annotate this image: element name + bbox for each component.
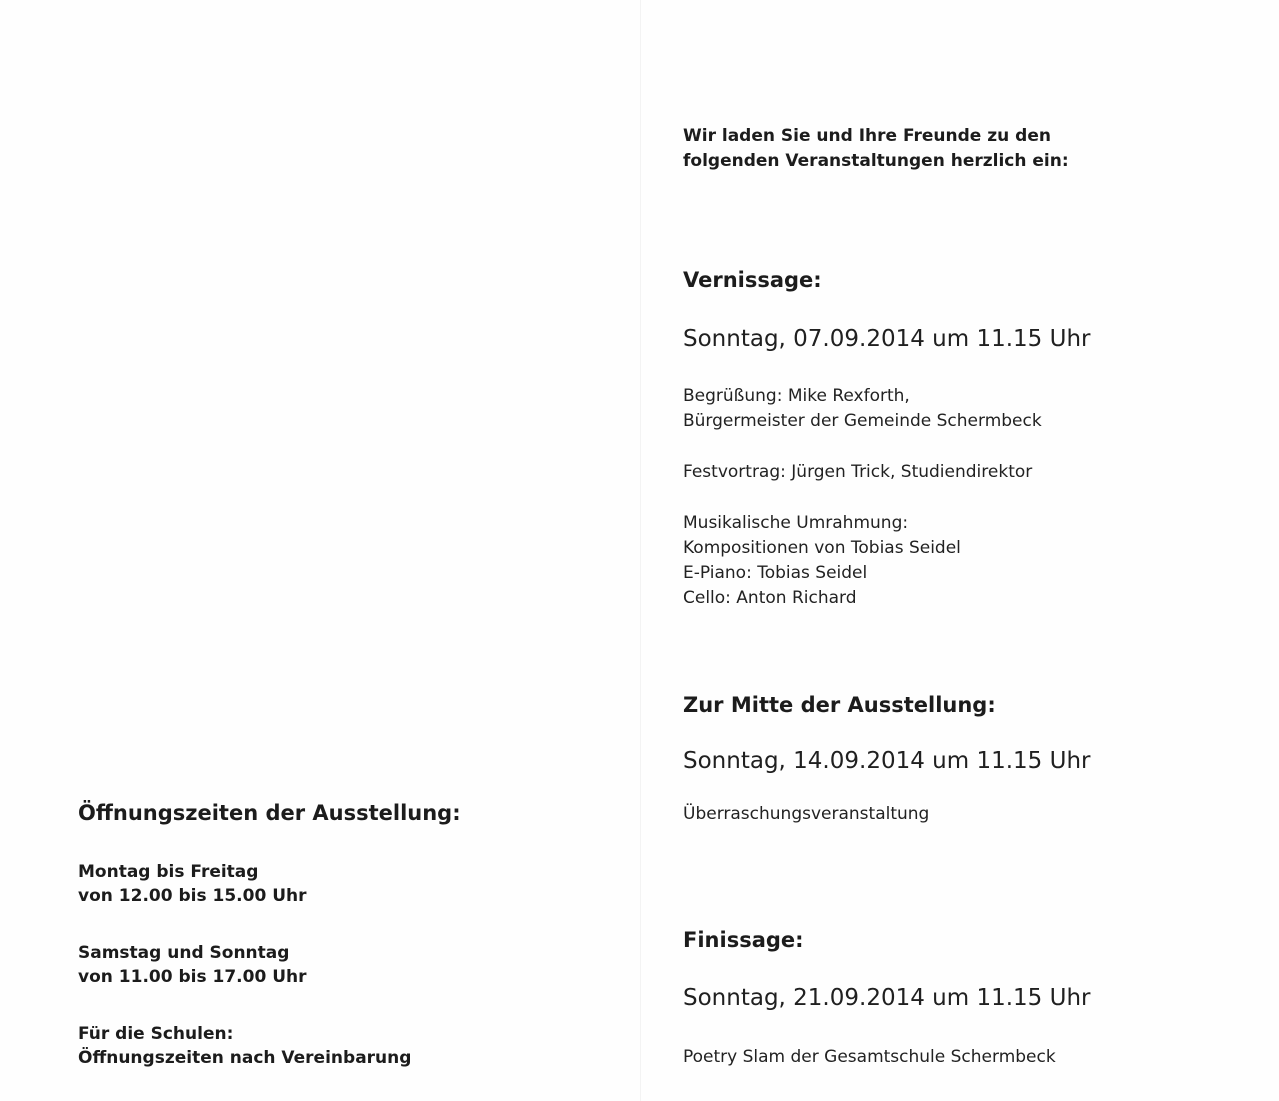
finissage-detail: Poetry Slam der Gesamtschule Schermbeck <box>683 1047 1056 1067</box>
music-line: Cello: Anton Richard <box>683 588 857 608</box>
hours-line: von 11.00 bis 17.00 Uhr <box>78 967 307 987</box>
opening-hours-schools <box>78 1022 411 1070</box>
greeting-line: Begrüßung: Mike Rexforth, <box>683 386 910 406</box>
vernissage-greeting <box>683 384 1042 434</box>
page-fold-line <box>640 0 641 1101</box>
opening-hours-weekdays <box>78 860 307 908</box>
vernissage-talk: Festvortrag: Jürgen Trick, Studiendirektor <box>683 462 1033 482</box>
intro-line: Wir laden Sie und Ihre Freunde zu den <box>683 126 1051 146</box>
hours-line: Montag bis Freitag <box>78 862 259 882</box>
finissage-date: Sonntag, 21.09.2014 um 11.15 Uhr <box>683 985 1091 1011</box>
vernissage-heading: Vernissage: <box>683 268 822 292</box>
greeting-line: Bürgermeister der Gemeinde Schermbeck <box>683 411 1042 431</box>
opening-hours-heading: Öffnungszeiten der Ausstellung: <box>78 801 461 825</box>
hours-line: von 12.00 bis 15.00 Uhr <box>78 886 307 906</box>
mitte-detail: Überraschungsveranstaltung <box>683 804 930 824</box>
vernissage-music <box>683 511 961 611</box>
mitte-heading: Zur Mitte der Ausstellung: <box>683 693 996 717</box>
mitte-date: Sonntag, 14.09.2014 um 11.15 Uhr <box>683 748 1091 774</box>
hours-line: Für die Schulen: <box>78 1024 234 1044</box>
vernissage-date: Sonntag, 07.09.2014 um 11.15 Uhr <box>683 326 1091 352</box>
hours-line: Samstag und Sonntag <box>78 943 290 963</box>
finissage-heading: Finissage: <box>683 928 804 952</box>
music-line: E-Piano: Tobias Seidel <box>683 563 868 583</box>
invitation-intro <box>683 124 1069 174</box>
music-line: Musikalische Umrahmung: <box>683 513 909 533</box>
hours-line: Öffnungszeiten nach Vereinbarung <box>78 1048 412 1068</box>
intro-line: folgenden Veranstaltungen herzlich ein: <box>683 151 1069 171</box>
music-line: Kompositionen von Tobias Seidel <box>683 538 961 558</box>
opening-hours-weekend <box>78 941 307 989</box>
